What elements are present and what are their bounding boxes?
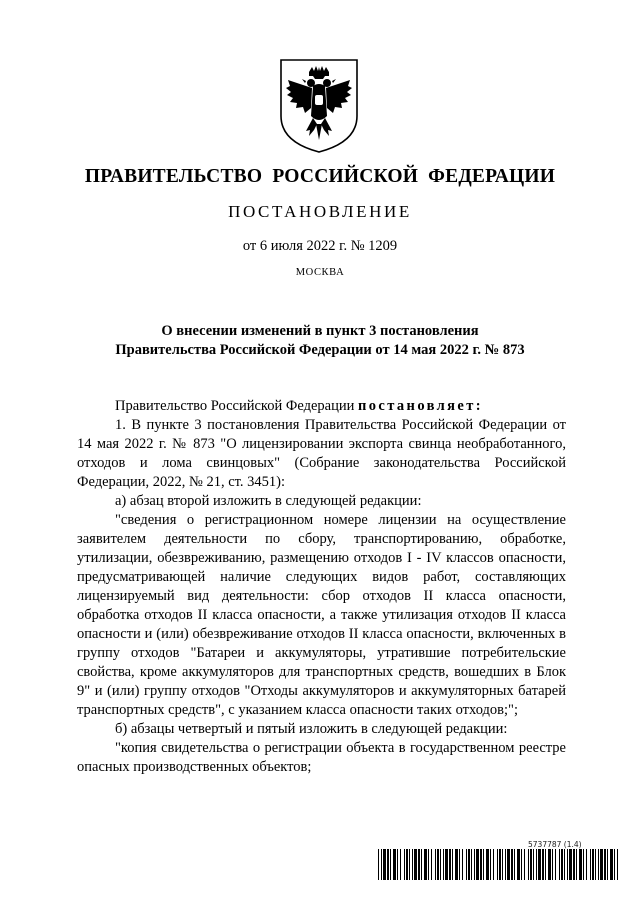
city: МОСКВА — [295, 267, 345, 278]
date-and-number: от 6 июля 2022 г. № 1209 — [242, 238, 398, 254]
document-type: ПОСТАНОВЛЕНИЕ — [228, 202, 412, 221]
subject-line-2: Правительства Российской Федерации от 14 мая 2022 г. № 873 — [115, 342, 525, 358]
subject-line-1: О внесении изменений в пункт 3 постановления — [161, 323, 479, 339]
document-serial: 5737787 (1.4) — [528, 840, 582, 849]
paragraph-b: б) абзацы четвертый и пятый изложить в следующей редакции: — [115, 721, 508, 737]
paragraph-quote-2: "копия свидетельства о регистрации объекта в государственном реестре опасных производственных объектов; — [77, 740, 566, 775]
coat-of-arms-icon — [279, 58, 359, 154]
intro-text: Правительство Российской Федерации — [115, 398, 358, 414]
paragraph-1: 1. В пункте 3 постановления Правительства Российской Федерации от 14 мая 2022 г. № 873 "О лицензировании экспорта свинца необработанного, отходов и лома свинцовых" (Собрание законодательства Российской Федерации, 2022, № 21, ст. 3451): — [77, 417, 566, 490]
decree-subject — [0, 322, 640, 360]
decrees-word: постановляет: — [357, 398, 484, 414]
decree-body — [77, 397, 566, 777]
intro-paragraph — [77, 397, 566, 416]
paragraph-quote-1: "сведения о регистрационном номере лицензии на осуществление заявителем деятельности по сбору, транспортированию, обработке, утилизации, обезвреживанию, размещению отходов I - IV классов опасности, предусматривающей наличие следующих видов работ, составляющих лицензируемый вид деятельности: сбор отходов II класса опасности, обработка отходов II класса опасности, а также утилизация отходов II класса опасности и (или) обезвреживание отходов II класса опасности, включенных в группу отходов "Батареи и аккумуляторы, утратившие потребительские свойства, кроме аккумуляторов для транспортных средств, вошедших в Блок 9" и (или) группу отходов "Отходы аккумуляторов и аккумуляторных батарей транспортных средств", с указанием класса опасности таких отходов;"; — [77, 512, 566, 718]
barcode-icon — [378, 849, 618, 880]
government-title: ПРАВИТЕЛЬСТВО РОССИЙСКОЙ ФЕДЕРАЦИИ — [84, 166, 556, 187]
paragraph-a: а) абзац второй изложить в следующей редакции: — [115, 493, 422, 509]
